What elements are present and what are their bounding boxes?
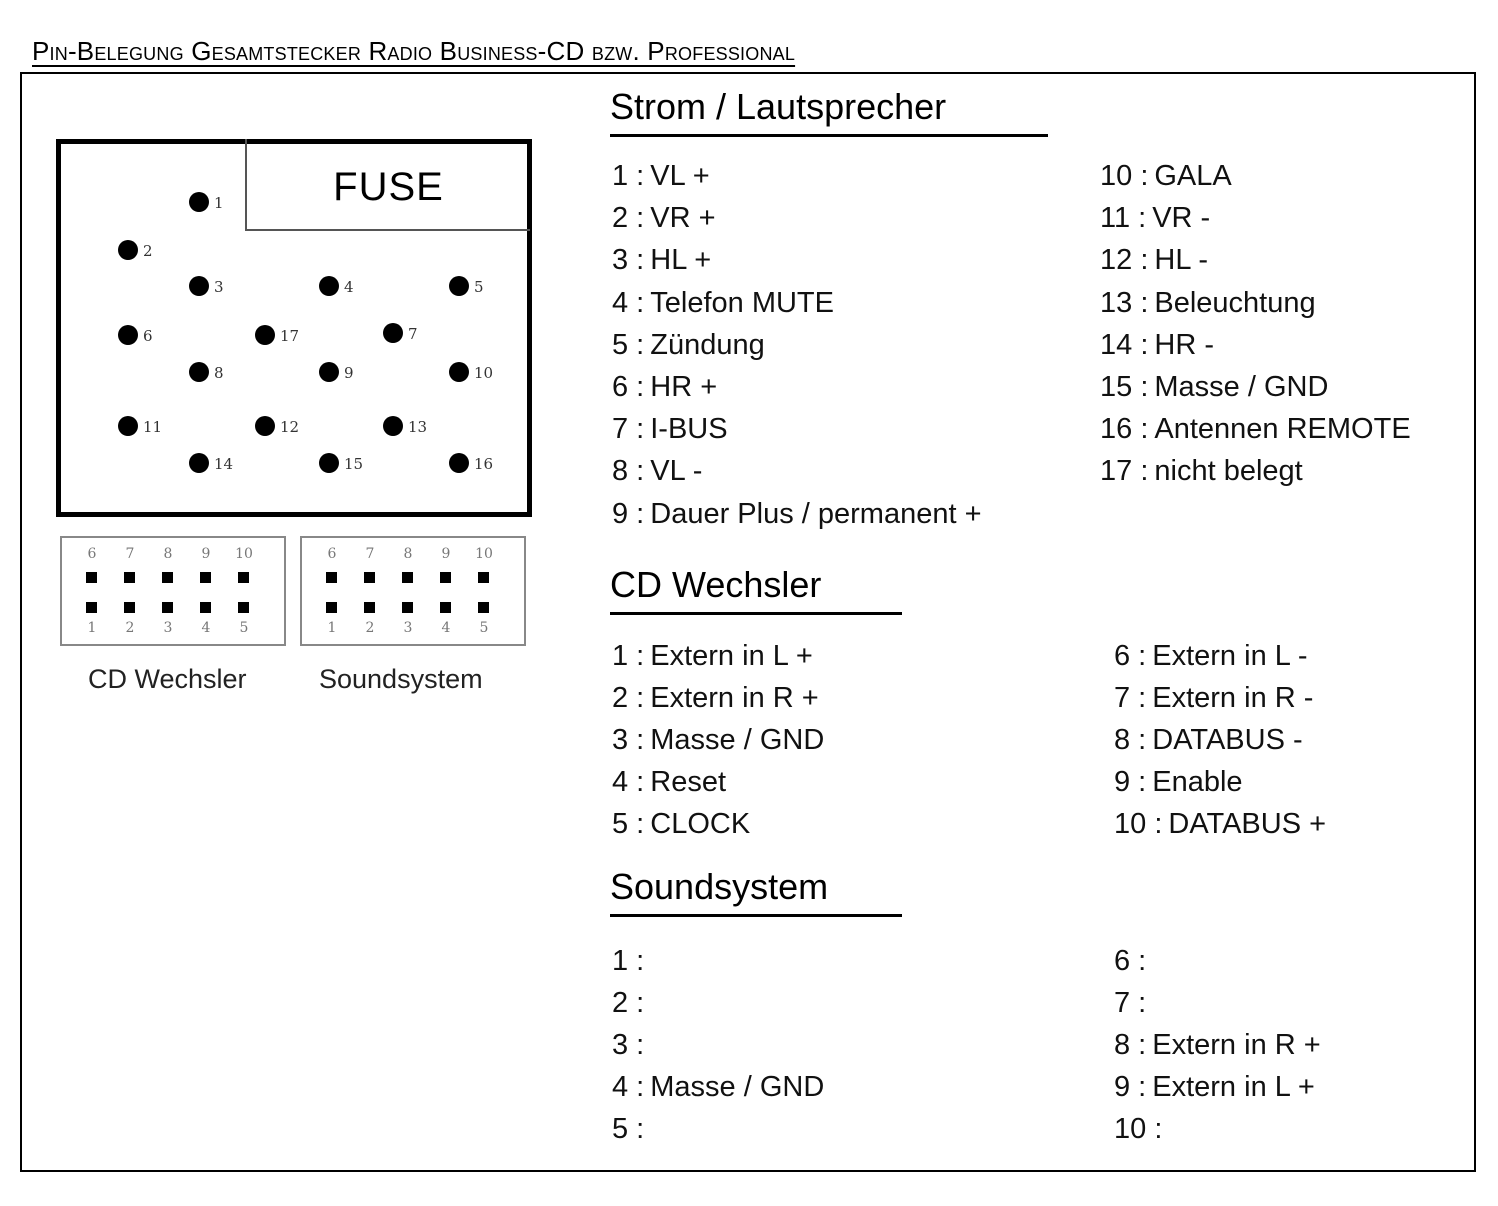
pin-entry — [1100, 455, 1303, 488]
pin-number: 8 — [214, 364, 224, 382]
pin-dot — [383, 416, 403, 436]
pin-entry-function: Extern in L + — [650, 640, 813, 672]
pin-entry — [612, 202, 716, 235]
connector-pin-number: 2 — [365, 620, 375, 636]
pin-entry-function: HR + — [650, 371, 718, 403]
pin-entry-number: 15 : — [1100, 371, 1149, 403]
pin-number: 13 — [408, 418, 428, 436]
pin-number: 11 — [143, 418, 163, 436]
pin-number: 5 — [474, 278, 484, 296]
pin-entry — [1114, 1113, 1168, 1146]
pin-entry-function: Extern in R + — [650, 682, 819, 714]
pin-number: 17 — [280, 327, 300, 345]
pin-entry-number: 14 : — [1100, 329, 1149, 361]
pin-number: 2 — [143, 242, 153, 260]
pin-entry — [1114, 1029, 1321, 1062]
pin-entry-number: 10 : — [1114, 1113, 1163, 1145]
connector-pin — [86, 602, 97, 613]
pin-number: 3 — [214, 278, 224, 296]
pin-entry-number: 7 : — [1114, 987, 1147, 1019]
pin-entry-function: Zündung — [650, 329, 765, 361]
pin-dot — [189, 276, 209, 296]
pin-entry-function: GALA — [1154, 160, 1232, 192]
pin-entry-function: Enable — [1152, 766, 1243, 798]
pin-entry — [1114, 945, 1152, 978]
pin-dot — [118, 325, 138, 345]
pin-entry-number: 17 : — [1100, 455, 1149, 487]
connector-pin — [326, 572, 337, 583]
pin-entry-number: 5 : — [612, 808, 645, 840]
pin-entry — [612, 1071, 824, 1104]
pin-entry-function: Reset — [650, 766, 727, 798]
connector-pin — [402, 602, 413, 613]
pin-entry-number: 12 : — [1100, 244, 1149, 276]
pin-number: 4 — [344, 278, 354, 296]
pin-entry-function: HR - — [1154, 329, 1214, 361]
connector-pin-number: 10 — [235, 546, 253, 562]
pin-entry-number: 4 : — [612, 766, 645, 798]
pin-entry-function: Masse / GND — [650, 1071, 825, 1103]
pin-number: 9 — [344, 364, 354, 382]
connector-pin-number: 1 — [87, 620, 97, 636]
pin-entry — [612, 808, 750, 841]
pin-entry — [612, 371, 717, 404]
pin-entry — [612, 413, 728, 446]
pin-dot — [189, 362, 209, 382]
pin-entry — [612, 329, 765, 362]
pin-entry-function: VL - — [650, 455, 703, 487]
pin-entry — [1100, 287, 1316, 320]
pin-entry-function: Telefon MUTE — [650, 287, 834, 319]
pin-entry-number: 1 : — [612, 160, 645, 192]
pin-dot — [449, 276, 469, 296]
pin-dot — [449, 453, 469, 473]
pin-entry-number: 6 : — [1114, 640, 1147, 672]
pin-entry — [612, 766, 726, 799]
pin-entry — [612, 287, 834, 320]
pin-entry-number: 2 : — [612, 202, 645, 234]
pin-entry-function: VR + — [650, 202, 716, 234]
connector-pin-number: 5 — [479, 620, 489, 636]
pin-entry — [1100, 160, 1232, 193]
connector-pin — [440, 572, 451, 583]
pin-number: 15 — [344, 455, 364, 473]
connector-pin-number: 9 — [201, 546, 211, 562]
pin-entry-function: Extern in R - — [1152, 682, 1314, 714]
connector-pin — [478, 602, 489, 613]
pin-entry-number: 4 : — [612, 287, 645, 319]
pin-entry-number: 11 : — [1100, 202, 1147, 234]
pin-entry-function: Extern in R + — [1152, 1029, 1321, 1061]
connector-pin — [124, 602, 135, 613]
pin-dot — [189, 453, 209, 473]
connector-pin — [162, 602, 173, 613]
pin-entry-function: Dauer Plus / permanent + — [650, 498, 982, 530]
pin-entry-function: Extern in L - — [1152, 640, 1308, 672]
pin-entry-function: Masse / GND — [650, 724, 825, 756]
pin-entry-function: HL + — [650, 244, 712, 276]
pin-entry — [1114, 987, 1152, 1020]
connector-pin — [402, 572, 413, 583]
pin-entry — [1100, 413, 1411, 446]
pin-entry-function: CLOCK — [650, 808, 751, 840]
connector-pin — [238, 572, 249, 583]
connector-pin — [440, 602, 451, 613]
pin-entry — [612, 640, 813, 673]
document-title: Pin-Belegung Gesamtstecker Radio Business-CD bzw. Professional — [32, 36, 796, 66]
connector-pin-number: 3 — [403, 620, 413, 636]
connector-pin-number: 4 — [201, 620, 211, 636]
pin-entry — [1114, 766, 1243, 799]
pin-dot — [319, 362, 339, 382]
connector-pin — [200, 572, 211, 583]
pin-entry-number: 8 : — [612, 455, 645, 487]
connector-pin-number: 2 — [125, 620, 135, 636]
pin-entry — [1114, 724, 1303, 757]
pin-dot — [319, 276, 339, 296]
connector-pin-number: 5 — [239, 620, 249, 636]
pin-entry-number: 3 : — [612, 244, 645, 276]
pin-entry — [1100, 244, 1208, 277]
pin-entry — [612, 160, 710, 193]
connector-pin — [238, 602, 249, 613]
soundsystem-connector — [300, 536, 526, 646]
pin-entry-function: DATABUS - — [1152, 724, 1303, 756]
connector-pin — [478, 572, 489, 583]
cd-wechsler-connector — [60, 536, 286, 646]
fuse-box — [245, 139, 530, 231]
connector-pin-number: 1 — [327, 620, 337, 636]
cd-wechsler-connector-label: CD Wechsler — [88, 664, 247, 694]
pin-dot — [118, 416, 138, 436]
connector-pin-number: 8 — [163, 546, 173, 562]
connector-pin-number: 8 — [403, 546, 413, 562]
soundsystem-connector-label: Soundsystem — [319, 664, 483, 694]
pin-entry-number: 2 : — [612, 987, 645, 1019]
pin-dot — [319, 453, 339, 473]
connector-pin-number: 7 — [365, 546, 375, 562]
pin-entry-number: 3 : — [612, 1029, 645, 1061]
pin-entry-number: 16 : — [1100, 413, 1149, 445]
pin-entry — [1100, 371, 1328, 404]
pin-entry-number: 10 : — [1100, 160, 1149, 192]
pin-number: 7 — [408, 325, 418, 343]
pin-entry-number: 6 : — [1114, 945, 1147, 977]
pin-entry-number: 5 : — [612, 329, 645, 361]
pin-entry-function: Antennen REMOTE — [1154, 413, 1411, 445]
pin-entry — [1100, 202, 1210, 235]
pin-entry-number: 5 : — [612, 1113, 645, 1145]
pin-entry-number: 8 : — [1114, 724, 1147, 756]
pin-entry-number: 3 : — [612, 724, 645, 756]
pin-number: 1 — [214, 194, 224, 212]
pin-entry-function: DATABUS + — [1168, 808, 1327, 840]
pin-entry — [612, 724, 824, 757]
pin-entry-number: 9 : — [1114, 1071, 1147, 1103]
pin-dot — [189, 192, 209, 212]
connector-pin — [200, 602, 211, 613]
pin-entry-function: Extern in L + — [1152, 1071, 1315, 1103]
pin-entry — [1114, 1071, 1315, 1104]
pin-number: 6 — [143, 327, 153, 345]
pin-dot — [255, 325, 275, 345]
pin-entry — [612, 1113, 650, 1146]
connector-pin-number: 4 — [441, 620, 451, 636]
connector-pin — [124, 572, 135, 583]
pin-entry-number: 1 : — [612, 945, 645, 977]
pin-entry — [612, 244, 711, 277]
pin-entry — [612, 945, 650, 978]
pin-entry — [1114, 640, 1308, 673]
pin-entry-number: 1 : — [612, 640, 645, 672]
pin-entry-function: Beleuchtung — [1154, 287, 1316, 319]
connector-pin — [86, 572, 97, 583]
pin-entry-function: VL + — [650, 160, 710, 192]
connector-pin — [326, 602, 337, 613]
pin-entry-function: Masse / GND — [1154, 371, 1329, 403]
pin-entry — [1114, 808, 1326, 841]
pin-entry-number: 10 : — [1114, 808, 1163, 840]
connector-pin-number: 6 — [327, 546, 337, 562]
pin-dot — [118, 240, 138, 260]
pin-number: 10 — [474, 364, 494, 382]
pin-entry-number: 4 : — [612, 1071, 645, 1103]
connector-pin-number: 10 — [475, 546, 493, 562]
pin-entry-number: 9 : — [1114, 766, 1147, 798]
pin-entry-number: 8 : — [1114, 1029, 1147, 1061]
pin-entry — [612, 455, 702, 488]
pin-number: 14 — [214, 455, 234, 473]
connector-pin-number: 6 — [87, 546, 97, 562]
heading-cd-wechsler: CD Wechsler — [610, 564, 902, 615]
pin-entry-number: 13 : — [1100, 287, 1149, 319]
connector-pin-number: 9 — [441, 546, 451, 562]
connector-pin — [364, 602, 375, 613]
main-connector-diagram — [56, 139, 532, 517]
pin-dot — [255, 416, 275, 436]
pin-entry-number: 2 : — [612, 682, 645, 714]
pin-entry-function: VR - — [1152, 202, 1211, 234]
pin-dot — [383, 323, 403, 343]
pin-entry — [1114, 682, 1313, 715]
pin-entry-number: 7 : — [1114, 682, 1147, 714]
heading-soundsystem: Soundsystem — [610, 866, 902, 917]
pin-entry — [612, 682, 819, 715]
pin-entry-function: nicht belegt — [1154, 455, 1303, 487]
pin-entry — [612, 498, 982, 531]
fuse-label: FUSE — [333, 165, 444, 209]
pin-entry — [1100, 329, 1214, 362]
pin-dot — [449, 362, 469, 382]
connector-pin — [162, 572, 173, 583]
connector-pin-number: 3 — [163, 620, 173, 636]
pin-entry-number: 9 : — [612, 498, 645, 530]
connector-pin-number: 7 — [125, 546, 135, 562]
pin-entry-function: HL - — [1154, 244, 1209, 276]
pin-entry-number: 7 : — [612, 413, 645, 445]
connector-pin — [364, 572, 375, 583]
pin-entry — [612, 1029, 650, 1062]
pin-entry-number: 6 : — [612, 371, 645, 403]
pin-number: 16 — [474, 455, 494, 473]
pin-number: 12 — [280, 418, 300, 436]
pin-entry — [612, 987, 650, 1020]
heading-strom-lautsprecher: Strom / Lautsprecher — [610, 86, 1048, 137]
pin-entry-function: I-BUS — [650, 413, 728, 445]
